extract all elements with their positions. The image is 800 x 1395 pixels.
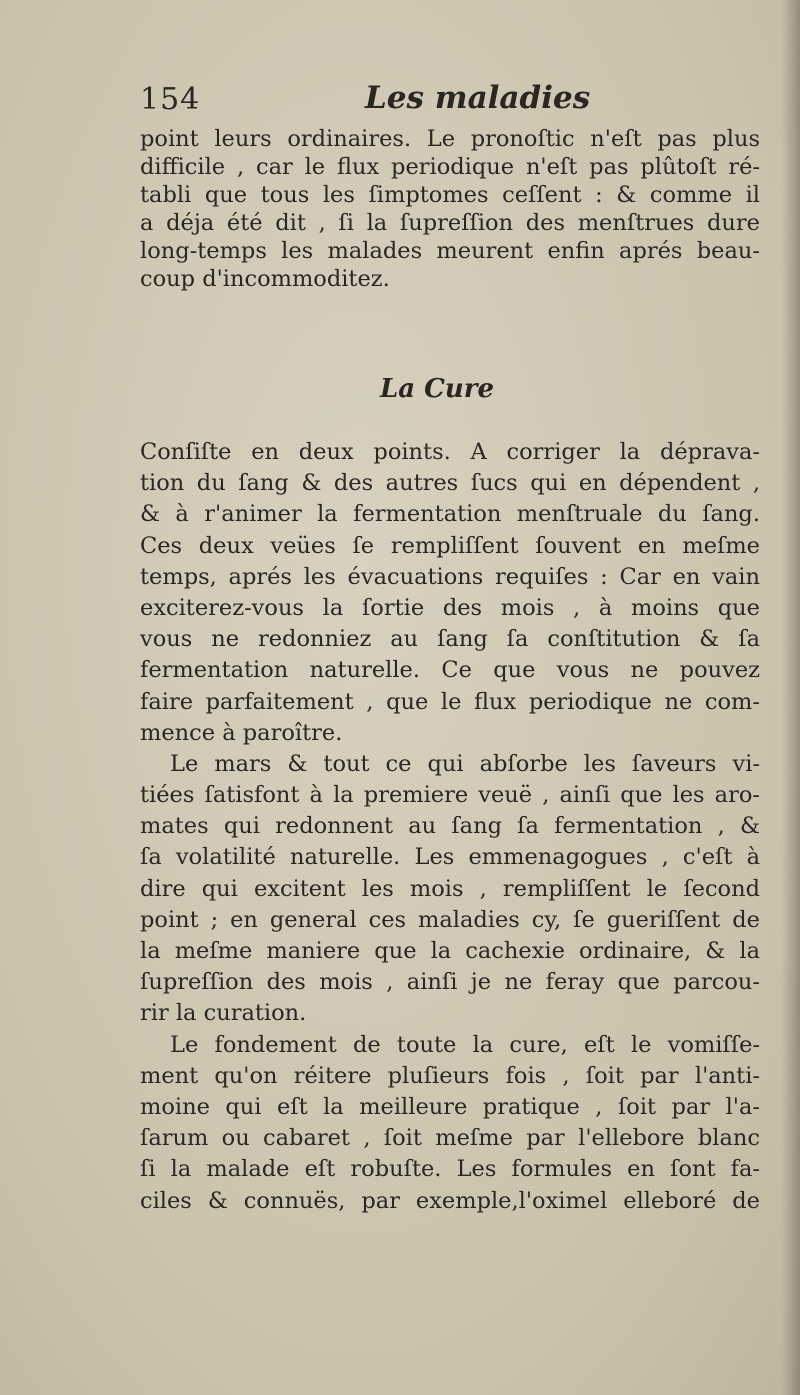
page-number: 154 [140,82,201,117]
body-text [140,437,760,1217]
text-line: Ces deux veües ſe rempliſſent ſouvent en meſme [140,532,760,559]
text-line: point leurs ordinaires. Le pronoſtic n'eſt pas plus [140,126,760,152]
text-line: ciles & connuës, par exemple,l'oximel elleboré de [140,1187,760,1214]
text-line: ſa volatilité naturelle. Les emmenagogues , c'eſt à [140,844,760,871]
text-line: a déja été dit , ſi la ſupreſſion des menſtrues dure [140,210,760,236]
text-line: mates qui redonnent au ſang ſa fermentation , & [140,813,760,840]
text-line: point ; en general ces maladies cy, ſe gueriſſent de [140,906,760,933]
text-line: tabli que tous les ſimptomes ceſſent : & comme il [140,182,760,208]
text-line: ſi la malade eſt robuſte. Les formules en ſont fa- [140,1156,760,1183]
text-line: dire qui excitent les mois , rempliſſent le ſecond [140,875,760,902]
page-edge-shadow [782,0,800,1395]
text-line: Conſiſte en deux points. A corriger la déprava- [140,439,760,465]
text-line: rir la curation. [140,1000,307,1027]
text-line: temps, aprés les évacuations requiſes : Car en vain [140,563,760,590]
running-title: Les maladies [365,80,591,116]
text-line: tion du ſang & des autres ſucs qui en dépendent , [140,470,760,497]
text-line: Le mars & tout ce qui abſorbe les ſaveurs vi- [170,750,760,777]
text-line: long-temps les malades meurent enfin aprés beau- [140,238,760,264]
text-line: ſupreſſion des mois , ainſi je ne feray que parcou- [140,969,760,996]
text-line: vous ne redonniez au ſang ſa conſtitution & ſa [140,626,760,653]
text-line: moine qui eſt la meilleure pratique , ſoit par l'a- [140,1093,760,1120]
text-line: ment qu'on réitere pluſieurs fois , ſoit par l'anti- [140,1062,760,1089]
page-header [140,80,770,120]
paragraph-prognosis [140,125,760,293]
text-line: la meſme maniere que la cachexie ordinaire, & la [140,938,760,964]
text-line: coup d'incommoditez. [140,266,390,292]
text-line: tiées ſatisfont à la premiere veuë , ainſi que les aro- [140,782,760,809]
text-line: difficile , car le flux periodique n'eſt pas plûtoſt ré- [140,154,760,180]
text-line: Le fondement de toute la cure, eſt le vomiſſe- [170,1031,760,1058]
text-line: & à r'animer la fermentation menſtruale du ſang. [140,501,760,528]
text-line: faire parfaitement , que le flux periodique ne com- [140,688,760,715]
text-line: ſarum ou cabaret , ſoit meſme par l'ellebore blanc [140,1125,760,1152]
section-title: La Cure [380,374,495,404]
text-line: fermentation naturelle. Ce que vous ne pouvez [140,657,760,684]
text-line: mence à paroître. [140,719,343,746]
text-line: exciterez-vous la ſortie des mois , à moins que [140,594,760,621]
